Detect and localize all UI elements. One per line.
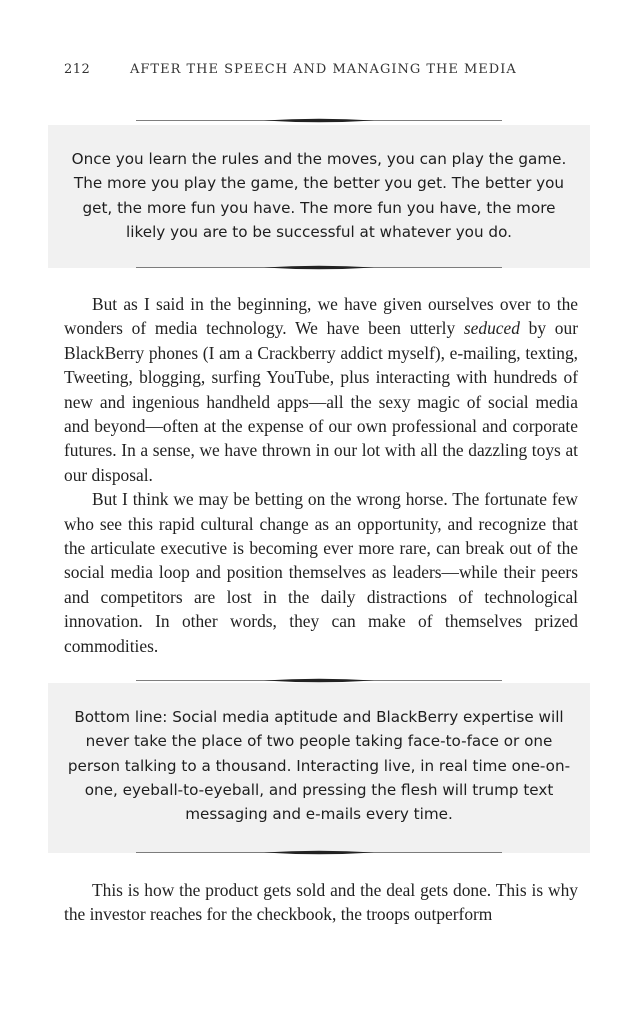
emphasis-seduced: seduced xyxy=(463,318,520,339)
pull-quote-2-text: Bottom line: Social media aptitude and BlackBerry expertise will never take the place of two people taking face-to-face or one person talking to a thousand. Interacting live, in real time one-on-one, eyeball-to-eyeball, and pressing the flesh will trump text messaging and e-mails every time. xyxy=(67,708,571,824)
paragraph-2: But I think we may be betting on the wrong horse. The fortunate few who see this rapid cultural change as an opportunity, and recognize that the articulate executive is becoming ever more rare, can break out of the social media loop and position themselves as leaders—while their peers and competitors are lost in the daily distractions of technological innovation. In other words, they can make of themselves prized commodities. xyxy=(64,489,578,656)
ornamental-rule-bottom-2 xyxy=(136,849,502,856)
page-header xyxy=(64,62,584,82)
body-text-block-2 xyxy=(64,878,578,927)
ornamental-rule-bottom-1 xyxy=(136,264,502,271)
body-text-block-1 xyxy=(64,292,578,658)
page-number: 212 xyxy=(64,62,91,77)
pull-quote-2 xyxy=(48,683,590,853)
ornamental-rule-top-1 xyxy=(136,117,502,124)
paragraph-1-before: But as I said in the beginning, we have given ourselves over to the wonders of media technology. We have been utterly xyxy=(64,294,578,339)
paragraph-1 xyxy=(64,292,578,487)
pull-quote-1-text: Once you learn the rules and the moves, you can play the game. The more you play the game, the better you get. The better you get, the more fun you have. The more fun you have, the more likely you are to be successful at whatever you do. xyxy=(71,150,567,241)
paragraph-3: This is how the product gets sold and the deal gets done. This is why the investor reaches for the checkbook, the troops outperform xyxy=(64,880,578,925)
pull-quote-1 xyxy=(48,125,590,268)
paragraph-1-after: by our BlackBerry phones (I am a Crackberry addict myself), e-mailing, texting, Tweeting, blogging, surfing YouTube, plus interacting with hundreds of new and ingenious handheld apps—all the sexy magic of social media and beyond—often at the expense of our own professional and corporate futures. In a sense, we have thrown in our lot with all the dazzling toys at our disposal. xyxy=(64,318,578,485)
running-head: AFTER THE SPEECH AND MANAGING THE MEDIA xyxy=(130,62,517,77)
